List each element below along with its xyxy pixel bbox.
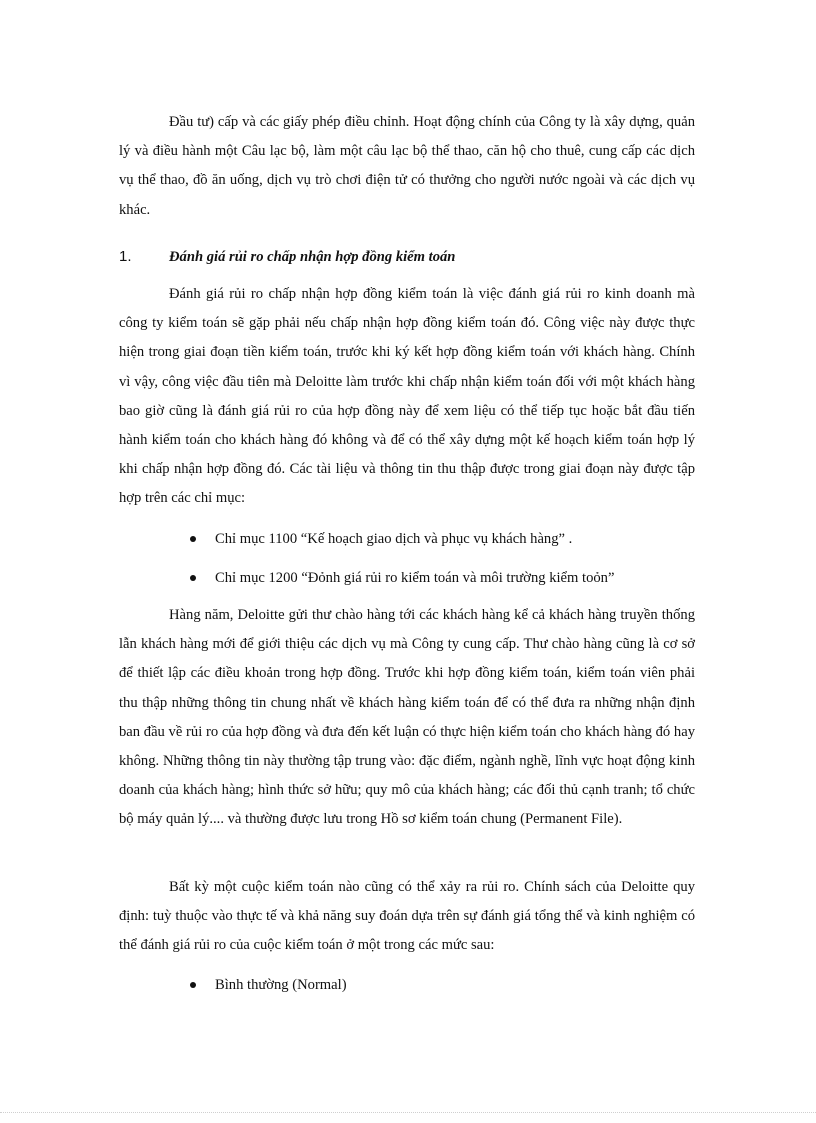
section-number: 1. (119, 248, 132, 265)
bullet-item (190, 971, 690, 999)
bullet-dot-icon (190, 575, 196, 581)
bullet-item (190, 525, 690, 553)
paragraph-company-activities: Đầu tư) cấp và các giấy phép điều chỉnh. Hoạt động chính của Công ty là xây dựng, quản lý và điều hành một Câu lạc bộ, làm một câu lạc bộ thể thao, căn hộ cho thuê, cung cấp các dịch vụ thể thao, đồ ăn uống, dịch vụ trò chơi điện tử có thưởng cho người nước ngoài và các dịch vụ khác. (119, 114, 695, 218)
paragraph-client-information: Hàng năm, Deloitte gửi thư chào hàng tới các khách hàng kể cả khách hàng truyền thống lẫn khách hàng mới để giới thiệu các dịch vụ mà Công ty cung cấp. Thư chào hàng cũng là cơ sở để thiết lập các điều khoản trong hợp đồng. Trước khi hợp đồng kiểm toán, kiểm toán viên phải thu thập những thông tin chung nhất về khách hàng kiểm toán để có thể đưa ra những nhận định ban đầu về rủi ro của hợp đồng và đưa đến kết luận có thực hiện kiểm toán cho khách hàng đó hay không. Những thông tin này thường tập trung vào: đặc điểm, ngành nghề, lĩnh vực hoạt động kinh doanh của khách hàng; hình thức sở hữu; quy mô của khách hàng; các đối thủ cạnh tranh; tổ chức bộ máy quản lý.... và thường được lưu trong Hồ sơ kiểm toán chung (Permanent File). (119, 607, 695, 828)
bullet-text: Bình thường (Normal) (215, 977, 347, 993)
page-bottom-border (0, 1112, 816, 1113)
section-title: Đánh giá rủi ro chấp nhận hợp đồng kiểm toán (169, 249, 456, 265)
paragraph-risk-levels: Bất kỳ một cuộc kiểm toán nào cũng có thể xảy ra rủi ro. Chính sách của Deloitte quy định: tuỳ thuộc vào thực tế và khả năng suy đoán dựa trên sự đánh giá tổng thể và kinh nghiệm có thể đánh giá rủi ro của cuộc kiểm toán ở một trong các mức sau: (119, 879, 695, 954)
section-heading (119, 243, 695, 271)
bullet-item (190, 564, 690, 592)
bullet-text: Chỉ mục 1100 “Kế hoạch giao dịch và phục vụ khách hàng” . (215, 531, 573, 547)
bullet-dot-icon (190, 982, 196, 988)
bullet-text: Chỉ mục 1200 “Đỏnh giá rủi ro kiểm toán và môi trường kiểm toỏn” (215, 570, 615, 586)
paragraph-risk-assessment: Đánh giá rủi ro chấp nhận hợp đồng kiểm toán là việc đánh giá rủi ro kinh doanh mà công ty kiểm toán sẽ gặp phải nếu chấp nhận hợp đồng kiểm toán đó. Công việc này được thực hiện trong giai đoạn tiền kiểm toán, trước khi ký kết hợp đồng kiểm toán với khách hàng. Chính vì vậy, công việc đầu tiên mà Deloitte làm trước khi chấp nhận kiểm toán đối với một khách hàng bao giờ cũng là đánh giá rủi ro của hợp đồng này để xem liệu có thể tiếp tục hoặc bắt đầu tiến hành kiểm toán cho khách hàng đó không và để có thể xây dựng một kế hoạch kiểm toán hợp lý khi chấp nhận hợp đồng đó. Các tài liệu và thông tin thu thập được trong giai đoạn này được tập hợp trên các chỉ mục: (119, 286, 695, 507)
bullet-dot-icon (190, 536, 196, 542)
